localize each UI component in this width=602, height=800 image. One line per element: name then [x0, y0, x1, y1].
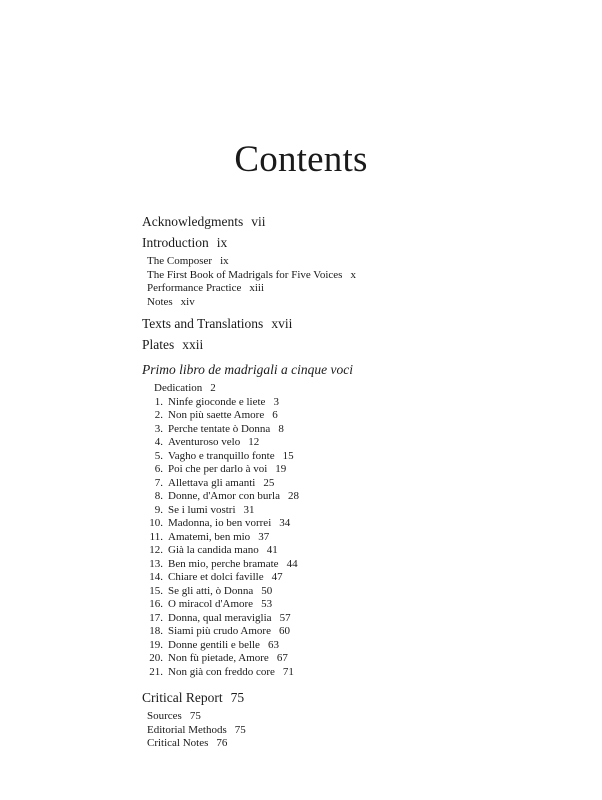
madrigal-entry: [142, 544, 562, 558]
entry-page: 76: [216, 737, 228, 749]
madrigal-page: 50: [261, 584, 273, 597]
madrigal-title: Non più saette Amore: [168, 409, 265, 421]
madrigal-entry: [142, 666, 562, 680]
madrigal-page: 28: [287, 490, 299, 502]
madrigal-title: Se i lumi vostri: [168, 503, 236, 516]
toc-entry-critical-report: [142, 689, 562, 707]
madrigal-page: 37: [258, 530, 270, 543]
entry-page: 75: [234, 723, 246, 736]
entry-page: xiv: [180, 295, 195, 308]
entry-page: xiii: [249, 282, 265, 294]
madrigal-title: Donna, qual meraviglia: [168, 611, 272, 624]
madrigal-number: 8.: [154, 490, 163, 502]
entry-label: Performance Practice: [147, 282, 242, 294]
toc-entry-texts: [142, 315, 562, 333]
entry-label: Critical Notes: [147, 737, 209, 749]
madrigal-number: 18.: [149, 625, 163, 637]
entry-label: The Composer: [147, 255, 213, 267]
madrigal-entry: [142, 436, 562, 450]
madrigal-number: 3.: [154, 422, 163, 435]
madrigal-number: 17.: [149, 611, 163, 624]
madrigal-number: 1.: [154, 395, 163, 408]
entry-page: vii: [251, 214, 266, 229]
madrigal-entry: [142, 558, 562, 572]
madrigal-page: 31: [243, 503, 255, 516]
madrigal-entry: [142, 531, 562, 545]
madrigal-list: [142, 396, 562, 680]
entry-page: 75: [230, 690, 245, 705]
entry-page: ix: [220, 255, 229, 267]
madrigal-page: 44: [286, 557, 298, 570]
entry-label: Sources: [147, 710, 182, 722]
madrigal-title: Perche tentate ò Donna: [168, 422, 271, 435]
entry-label: Critical Report: [142, 690, 223, 705]
toc-subentry: [142, 269, 562, 283]
madrigal-number: 15.: [149, 584, 163, 597]
madrigal-title: Aventuroso velo: [168, 436, 241, 448]
madrigal-entry: [142, 571, 562, 585]
madrigal-number: 13.: [149, 557, 163, 570]
madrigal-entry: [142, 409, 562, 423]
madrigal-number: 7.: [154, 476, 163, 489]
madrigal-number: 12.: [149, 544, 163, 556]
madrigal-page: 3: [273, 395, 279, 408]
madrigal-title: Madonna, io ben vorrei: [168, 517, 272, 529]
madrigal-number: 21.: [149, 665, 163, 678]
madrigal-title: Chiare et dolci faville: [168, 571, 264, 583]
toc-entry-plates: [142, 336, 562, 354]
madrigal-page: 15: [282, 449, 294, 462]
madrigal-number: 4.: [154, 436, 163, 448]
madrigal-page: 47: [271, 571, 283, 583]
madrigal-title: Ninfe gioconde e liete: [168, 395, 266, 408]
madrigal-entry: [142, 504, 562, 518]
section-heading-primo-libro: Primo libro de madrigali a cinque voci: [142, 362, 353, 377]
madrigal-entry: [142, 423, 562, 437]
entry-label: Texts and Translations: [142, 316, 264, 331]
madrigal-page: 60: [278, 625, 290, 637]
toc-subentry: [142, 710, 562, 724]
madrigal-number: 16.: [149, 598, 163, 610]
madrigal-page: 8: [278, 422, 284, 435]
madrigal-page: 57: [279, 611, 291, 624]
toc-subentry: [142, 724, 562, 738]
entry-label: Plates: [142, 337, 175, 352]
madrigal-entry: [142, 490, 562, 504]
toc-subentry: [142, 282, 562, 296]
madrigal-title: O miracol d'Amore: [168, 598, 254, 610]
madrigal-title: Poi che per darlo à voi: [168, 463, 268, 475]
entry-label: Editorial Methods: [147, 723, 227, 736]
entry-page: x: [350, 268, 356, 281]
madrigal-entry: [142, 598, 562, 612]
toc-entry-introduction: [142, 234, 562, 252]
madrigal-page: 63: [267, 638, 279, 651]
madrigal-title: Amatemi, ben mio: [168, 530, 251, 543]
madrigal-page: 41: [266, 544, 278, 556]
page-title: Contents: [234, 139, 368, 180]
madrigal-title: Ben mio, perche bramate: [168, 557, 279, 570]
madrigal-title: Donne, d'Amor con burla: [168, 490, 280, 502]
toc-entry-dedication: [142, 382, 562, 396]
madrigal-number: 10.: [149, 517, 163, 529]
madrigal-page: 67: [276, 652, 288, 664]
madrigal-page: 19: [275, 463, 287, 475]
madrigal-entry: [142, 396, 562, 410]
madrigal-title: Già la candida mano: [168, 544, 259, 556]
madrigal-number: 14.: [149, 571, 163, 583]
madrigal-entry: [142, 585, 562, 599]
entry-label: Acknowledgments: [142, 214, 244, 229]
madrigal-title: Allettava gli amanti: [168, 476, 256, 489]
madrigal-title: Siami più crudo Amore: [168, 625, 271, 637]
madrigal-number: 20.: [149, 652, 163, 664]
madrigal-number: 2.: [154, 409, 163, 421]
madrigal-number: 9.: [154, 503, 163, 516]
entry-label: Introduction: [142, 235, 209, 250]
toc-entry-acknowledgments: [142, 213, 562, 231]
madrigal-entry: [142, 517, 562, 531]
madrigal-number: 6.: [154, 463, 163, 475]
toc-subentry: [142, 255, 562, 269]
entry-page: xvii: [271, 316, 293, 331]
madrigal-page: 34: [279, 517, 291, 529]
madrigal-number: 19.: [149, 638, 163, 651]
madrigal-number: 11.: [149, 530, 163, 543]
madrigal-page: 12: [248, 436, 260, 448]
entry-page: xxii: [182, 337, 204, 352]
madrigal-title: Non già con freddo core: [168, 665, 275, 678]
entry-label: Notes: [147, 295, 173, 308]
madrigal-entry: [142, 612, 562, 626]
entry-page: 75: [189, 710, 201, 722]
madrigal-page: 25: [263, 476, 275, 489]
madrigal-entry: [142, 477, 562, 491]
madrigal-page: 71: [282, 665, 294, 678]
madrigal-title: Non fù pietade, Amore: [168, 652, 269, 664]
toc-subentry: [142, 737, 562, 751]
madrigal-title: Se gli atti, ò Donna: [168, 584, 254, 597]
madrigal-number: 5.: [154, 449, 163, 462]
madrigal-page: 53: [261, 598, 273, 610]
table-of-contents: [142, 213, 562, 751]
toc-subentry: [142, 296, 562, 310]
madrigal-entry: [142, 450, 562, 464]
entry-page: ix: [216, 235, 228, 250]
madrigal-title: Vagho e tranquillo fonte: [168, 449, 275, 462]
madrigal-title: Donne gentili e belle: [168, 638, 260, 651]
madrigal-entry: [142, 639, 562, 653]
madrigal-entry: [142, 625, 562, 639]
madrigal-entry: [142, 652, 562, 666]
entry-page: 2: [210, 382, 216, 394]
entry-label: The First Book of Madrigals for Five Voices: [147, 268, 343, 281]
madrigal-page: 6: [272, 409, 278, 421]
entry-label: Dedication: [154, 382, 203, 394]
madrigal-entry: [142, 463, 562, 477]
